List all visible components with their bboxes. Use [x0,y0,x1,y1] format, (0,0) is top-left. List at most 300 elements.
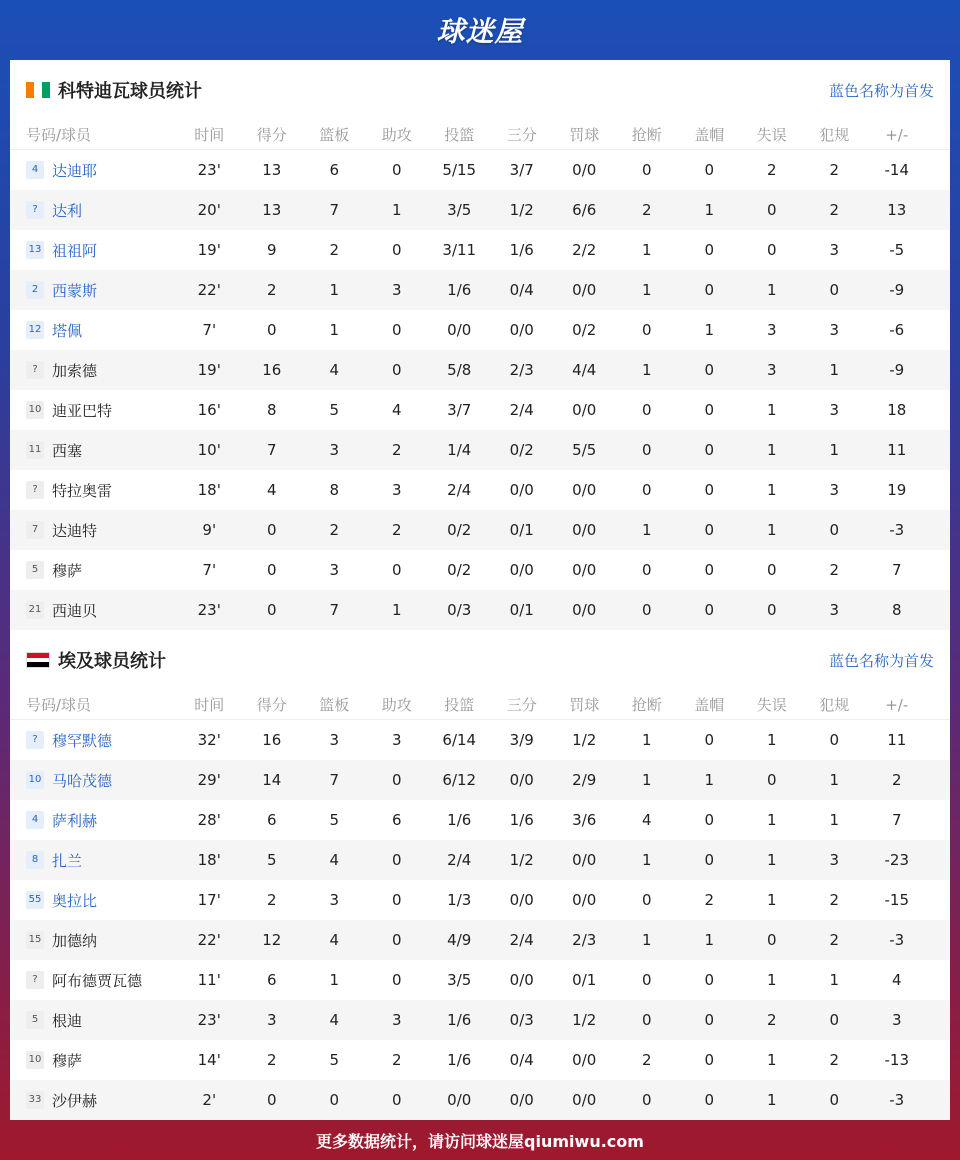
table-row[interactable] [10,840,950,880]
stat-cell: 0/0 [509,771,534,789]
stat-cell: 0 [391,361,402,379]
player-name[interactable]: 马哈茂德 [52,771,113,790]
stat-cell: -6 [889,321,905,339]
stat-cell: 28' [197,811,221,829]
stat-cell: 1 [641,361,652,379]
stat-cell: 3 [329,891,340,909]
jersey-number: ? [26,201,44,219]
stat-cell: 2/9 [572,771,597,789]
stat-cell: -13 [884,1051,909,1069]
starter-note: 蓝色名称为首发 [828,651,934,670]
jersey-number: ? [26,971,44,989]
stat-cell: 1 [704,931,715,949]
player-name[interactable]: 西塞 [52,441,83,460]
stat-cell: 0 [766,561,777,579]
player-name[interactable]: 达迪耶 [52,161,98,180]
team-section-header [10,60,950,120]
stat-cell: 6/12 [442,771,477,789]
stat-cell: 1 [766,481,777,499]
stat-cell: 11 [887,441,907,459]
stat-cell: 0 [391,771,402,789]
stat-cell: 0/0 [572,1051,597,1069]
stat-cell: 12 [262,931,282,949]
stat-cell: 2 [266,1051,277,1069]
stat-cell: 0/0 [509,891,534,909]
jersey-number: 11 [26,441,44,459]
stat-cell: 3 [329,731,340,749]
stat-cell: 1 [829,441,840,459]
stat-cell: 0 [829,731,840,749]
stat-cell: 3 [829,321,840,339]
stat-cell: 0 [391,321,402,339]
column-header: 盖帽 [694,696,725,714]
stat-cell: 0 [391,851,402,869]
stat-cell: 1 [641,241,652,259]
stat-cell: 18 [887,401,907,419]
table-row[interactable] [10,960,950,1000]
stat-cell: 1/2 [572,731,597,749]
stat-cell: 22' [197,281,221,299]
stat-cell: 0/0 [572,1091,597,1109]
stat-cell: 13 [262,201,282,219]
player-cell [10,240,178,261]
stat-cell: 1 [641,731,652,749]
stat-cell: 2 [329,521,340,539]
table-row[interactable] [10,1000,950,1040]
stat-cell: 1 [391,201,402,219]
stat-cell: 0/0 [572,601,597,619]
stat-cell: 0 [391,931,402,949]
column-header: 时间 [194,696,225,714]
stat-cell: 2 [766,1011,777,1029]
stat-cell: 0 [266,1091,277,1109]
stat-cell: 0/2 [509,441,534,459]
table-row[interactable] [10,800,950,840]
column-header: 罚球 [569,696,600,714]
stat-cell: 0/0 [447,321,472,339]
stat-cell: 0 [266,601,277,619]
stat-cell: 2/2 [572,241,597,259]
stat-cell: 14 [262,771,282,789]
player-cell [10,930,178,951]
player-name[interactable]: 扎兰 [52,851,83,870]
stat-cell: 2 [829,1051,840,1069]
stat-cell: 4/4 [572,361,597,379]
table-row[interactable] [10,310,950,350]
table-row[interactable] [10,270,950,310]
player-cell [10,730,178,751]
player-cell [10,480,178,501]
stat-cell: 0 [766,601,777,619]
player-cell [10,970,178,991]
stat-cell: 0 [704,1051,715,1069]
stat-cell: 0 [829,1011,840,1029]
stat-cell: 5 [329,401,340,419]
table-row[interactable] [10,190,950,230]
stat-cell: 0 [704,441,715,459]
jersey-number: 5 [26,561,44,579]
stat-cell: 0 [391,1091,402,1109]
stat-cell: 0 [641,891,652,909]
stat-cell: 2 [391,521,402,539]
player-cell [10,850,178,871]
stat-cell: 23' [197,161,221,179]
stat-cell: 0/0 [572,851,597,869]
stat-cell: 0/4 [509,281,534,299]
stat-cell: 0/0 [572,481,597,499]
stat-cell: 7 [891,811,902,829]
player-name[interactable]: 迪亚巴特 [52,401,113,420]
stat-cell: 0 [266,561,277,579]
player-cell [10,600,178,621]
player-name[interactable]: 沙伊赫 [52,1091,98,1110]
stat-cell: 1/2 [509,851,534,869]
stat-cell: 3/9 [509,731,534,749]
stat-cell: 3 [391,281,402,299]
column-header: 三分 [506,126,537,144]
player-name[interactable]: 祖祖阿 [52,241,98,260]
egypt-flag-icon [26,652,50,668]
player-cell [10,560,178,581]
jersey-number: 5 [26,1011,44,1029]
player-cell [10,360,178,381]
stat-cell: 7 [891,561,902,579]
table-row[interactable] [10,1080,950,1120]
table-row[interactable] [10,230,950,270]
stat-cell: 5 [329,1051,340,1069]
stats-card [10,60,950,1120]
stat-cell: 16 [262,361,282,379]
stat-cell: 8 [266,401,277,419]
player-name[interactable]: 加德纳 [52,931,98,950]
stat-cell: 0/1 [509,521,534,539]
stat-cell: 1/6 [509,811,534,829]
stat-cell: 2/3 [509,361,534,379]
stat-cell: 1/6 [447,811,472,829]
stat-cell: 2 [641,1051,652,1069]
stat-cell: 13 [887,201,907,219]
stat-cell: 29' [197,771,221,789]
stat-cell: 1/6 [447,1011,472,1029]
stat-cell: 2 [829,891,840,909]
stat-cell: 0 [391,971,402,989]
starter-note: 蓝色名称为首发 [828,81,934,100]
table-header-row [10,690,950,720]
column-header: +/- [885,125,909,144]
table-row[interactable] [10,470,950,510]
player-cell [10,320,178,341]
stat-cell: -5 [889,241,905,259]
column-header: 投篮 [444,696,475,714]
column-header: 号码/球员 [26,696,92,714]
stat-cell: 6 [329,161,340,179]
stat-cell: 7' [202,321,217,339]
stat-cell: 3 [329,561,340,579]
stat-cell: 4/9 [447,931,472,949]
jersey-number: 8 [26,851,44,869]
stat-cell: 1/6 [509,241,534,259]
stat-cell: 17' [197,891,221,909]
team-title-text: 科特迪瓦球员统计 [58,81,202,102]
stat-cell: 2 [891,771,902,789]
jersey-number: 10 [26,771,44,789]
stat-cell: 0/3 [509,1011,534,1029]
jersey-number: ? [26,481,44,499]
stat-cell: 2 [266,281,277,299]
stat-cell: 0 [391,891,402,909]
stat-cell: 7 [266,441,277,459]
stat-cell: 2 [266,891,277,909]
player-cell [10,200,178,221]
stat-cell: -14 [884,161,909,179]
stat-cell: 1 [766,731,777,749]
stat-cell: 0/0 [572,561,597,579]
player-name[interactable]: 达利 [52,201,83,220]
player-cell [10,400,178,421]
jersey-number: 15 [26,931,44,949]
stat-cell: 3 [391,1011,402,1029]
column-header: 号码/球员 [26,126,92,144]
column-header: 得分 [256,126,287,144]
jersey-number: 10 [26,1051,44,1069]
stat-cell: 1 [829,771,840,789]
stat-cell: 3/5 [447,201,472,219]
table-row[interactable] [10,510,950,550]
player-cell [10,1090,178,1111]
column-header: 犯规 [819,126,850,144]
table-row[interactable] [10,150,950,190]
column-header: 抢断 [631,696,662,714]
player-name[interactable]: 穆萨 [52,1051,83,1070]
stat-cell: 6 [266,811,277,829]
stat-cell: 1 [766,1051,777,1069]
stat-cell: 2' [202,1091,217,1109]
column-header: 犯规 [819,696,850,714]
stat-cell: 0/3 [447,601,472,619]
stat-cell: 1 [391,601,402,619]
team-title [26,77,202,103]
stat-cell: 19' [197,241,221,259]
column-header: 助攻 [381,126,412,144]
stat-cell: 0 [391,241,402,259]
stat-cell: 4 [329,361,340,379]
stat-cell: 0 [704,361,715,379]
stat-cell: -3 [889,1091,905,1109]
player-name[interactable]: 穆罕默德 [52,731,113,750]
stat-cell: 3/11 [442,241,477,259]
team-title [26,647,166,673]
player-name[interactable]: 西蒙斯 [52,281,98,300]
ivory-coast-flag-icon [26,82,50,98]
team-section-header [10,630,950,690]
stat-cell: 0 [391,161,402,179]
table-row[interactable] [10,760,950,800]
stat-cell: 3 [329,441,340,459]
stat-cell: 2 [829,931,840,949]
stat-cell: 1/2 [509,201,534,219]
stat-cell: 3 [829,401,840,419]
column-header: +/- [885,695,909,714]
jersey-number: 7 [26,521,44,539]
table-row[interactable] [10,720,950,760]
jersey-number: 21 [26,601,44,619]
stat-cell: 0/4 [509,1051,534,1069]
stat-cell: 1 [766,521,777,539]
stat-cell: 6 [391,811,402,829]
stat-cell: 22' [197,931,221,949]
stat-cell: 1 [641,771,652,789]
player-name[interactable]: 特拉奥雷 [52,481,113,500]
stat-cell: 0/0 [509,971,534,989]
player-name[interactable]: 根迪 [52,1011,83,1030]
stat-cell: 1 [329,321,340,339]
stat-cell: 5/15 [442,161,477,179]
player-name[interactable]: 达迪特 [52,521,98,540]
column-header: 失误 [756,126,787,144]
stat-cell: 0 [766,931,777,949]
stat-cell: 0 [704,1091,715,1109]
stat-cell: 0 [641,1011,652,1029]
column-header: 得分 [256,696,287,714]
stat-cell: 2 [704,891,715,909]
stat-cell: 3 [391,731,402,749]
stat-cell: 1 [641,281,652,299]
stat-cell: 0 [641,321,652,339]
stat-cell: 1 [766,811,777,829]
stat-cell: 0/0 [572,891,597,909]
table-row[interactable] [10,550,950,590]
table-row[interactable] [10,430,950,470]
stat-cell: 1 [329,281,340,299]
stat-cell: 0 [641,441,652,459]
stat-cell: 3 [829,601,840,619]
player-name[interactable]: 加索德 [52,361,98,380]
table-row[interactable] [10,1040,950,1080]
stat-cell: 0 [704,851,715,869]
player-name[interactable]: 阿布德贾瓦德 [52,971,143,990]
stat-cell: 0/0 [509,1091,534,1109]
player-name[interactable]: 奥拉比 [52,891,98,910]
stat-cell: 1 [766,851,777,869]
table-row[interactable] [10,590,950,630]
stat-cell: 4 [329,931,340,949]
stat-cell: 0 [704,1011,715,1029]
stat-cell: -23 [884,851,909,869]
stat-cell: 1 [766,891,777,909]
footer-banner[interactable]: 更多数据统计，请访问球迷屋qiumiwu.com [316,1131,644,1151]
stat-cell: 0 [704,731,715,749]
stat-cell: 3 [266,1011,277,1029]
stat-cell: 0/0 [509,481,534,499]
player-name[interactable]: 塔佩 [52,321,83,340]
column-header: 抢断 [631,126,662,144]
stat-cell: 0/0 [509,321,534,339]
player-name[interactable]: 穆萨 [52,561,83,580]
stat-cell: 16' [197,401,221,419]
player-name[interactable]: 萨利赫 [52,811,98,830]
stat-cell: 2 [391,1051,402,1069]
stat-cell: 1 [829,971,840,989]
stat-cell: 1/6 [447,1051,472,1069]
stat-cell: 0 [266,321,277,339]
stat-cell: 0/2 [572,321,597,339]
table-row[interactable] [10,390,950,430]
stat-cell: 3 [829,481,840,499]
stat-cell: 0/0 [509,561,534,579]
stat-cell: 1 [766,971,777,989]
stat-cell: 1/4 [447,441,472,459]
stat-cell: 0/0 [572,161,597,179]
stat-cell: 3/7 [509,161,534,179]
column-header: 助攻 [381,696,412,714]
stat-cell: 1 [329,971,340,989]
table-row[interactable] [10,920,950,960]
stat-cell: 2 [829,161,840,179]
stat-cell: 13 [262,161,282,179]
jersey-number: 12 [26,321,44,339]
stat-cell: 16 [262,731,282,749]
stat-cell: 7 [329,601,340,619]
stat-cell: 2/3 [572,931,597,949]
stat-cell: 18' [197,851,221,869]
table-row[interactable] [10,880,950,920]
stat-cell: 0 [766,771,777,789]
stat-cell: 7 [329,201,340,219]
stat-cell: 4 [266,481,277,499]
stat-cell: 2 [329,241,340,259]
stat-cell: 7' [202,561,217,579]
stat-cell: 1 [641,851,652,869]
stat-cell: 0 [266,521,277,539]
stat-cell: 0 [829,521,840,539]
stat-cell: 19 [887,481,907,499]
stat-cell: 1 [829,361,840,379]
table-row[interactable] [10,350,950,390]
stat-cell: 3 [829,851,840,869]
column-header: 盖帽 [694,126,725,144]
stat-cell: 6/6 [572,201,597,219]
stat-cell: 19' [197,361,221,379]
jersey-number: 13 [26,241,44,259]
stat-cell: 0 [329,1091,340,1109]
stat-cell: 0 [704,561,715,579]
stat-cell: 0 [766,201,777,219]
stat-cell: 0 [704,281,715,299]
stat-cell: 3 [766,361,777,379]
stat-cell: 0/2 [447,521,472,539]
stat-cell: 11 [887,731,907,749]
stat-cell: 2 [829,201,840,219]
stat-cell: 0 [704,811,715,829]
team-title-text: 埃及球员统计 [58,651,166,672]
stat-cell: -9 [889,361,905,379]
stat-cell: 32' [197,731,221,749]
column-header: 投篮 [444,126,475,144]
stat-cell: 0 [641,481,652,499]
stat-cell: 2 [766,161,777,179]
stat-cell: 18' [197,481,221,499]
stat-cell: 8 [891,601,902,619]
stat-cell: 5 [329,811,340,829]
stat-cell: -15 [884,891,909,909]
stat-cell: 0/1 [572,971,597,989]
stat-cell: 1 [766,441,777,459]
player-name[interactable]: 西迪贝 [52,601,98,620]
stat-cell: 3/5 [447,971,472,989]
stat-cell: 23' [197,601,221,619]
stat-cell: 9' [202,521,217,539]
stat-cell: 2/4 [509,401,534,419]
